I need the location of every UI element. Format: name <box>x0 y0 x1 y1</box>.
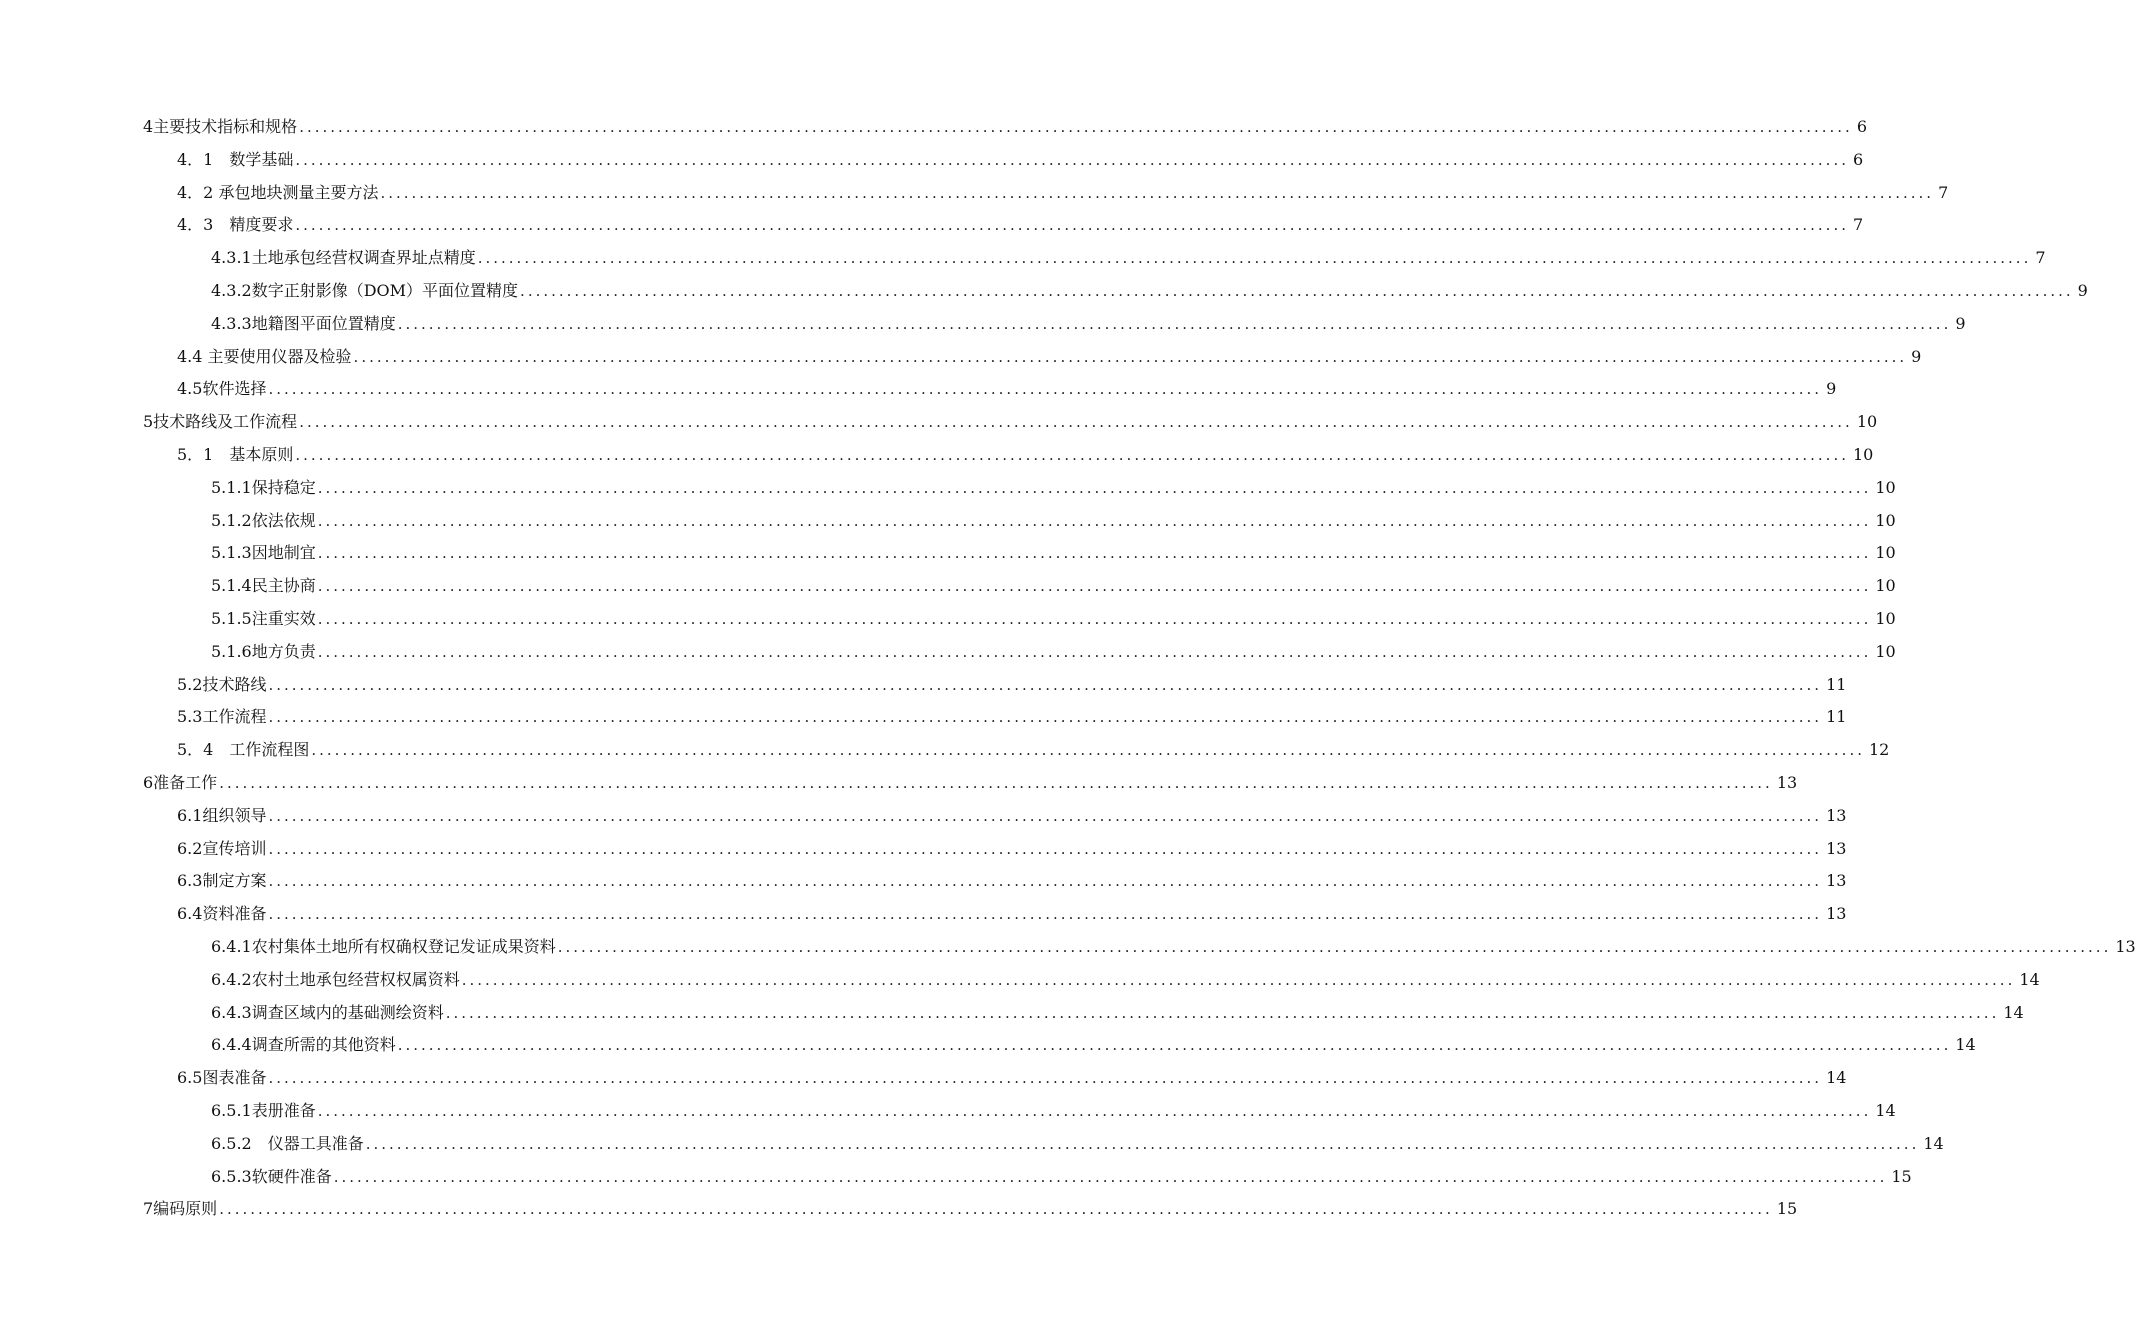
toc-entry-title: 5．1 基本原则 <box>177 445 294 464</box>
toc-entry-title: 6.3制定方案 <box>177 871 267 890</box>
toc-entry[interactable] <box>177 178 1949 208</box>
toc-leader-dots: ........................................................................................................................................................................................................ <box>295 446 1849 464</box>
toc-leader-dots: ........................................................................................................................................................................................................ <box>317 577 1872 595</box>
toc-leader-dots: ........................................................................................................................................................................................................ <box>317 643 1872 661</box>
toc-entry-page-number: 7 <box>2035 248 2046 267</box>
toc-entry[interactable] <box>211 637 1896 667</box>
toc-entry-page-number: 12 <box>1869 740 1890 759</box>
toc-entry-page-number: 10 <box>1856 412 1878 431</box>
toc-entry[interactable] <box>211 965 2040 995</box>
toc-entry[interactable] <box>211 506 1896 536</box>
toc-entry-title: 5.1.1保持稳定 <box>211 478 316 497</box>
toc-entry[interactable] <box>143 768 1798 798</box>
toc-entry[interactable] <box>177 834 1847 864</box>
toc-leader-dots: ........................................................................................................................................................................................................ <box>477 249 2032 267</box>
toc-entry-page-number: 10 <box>1875 609 1896 628</box>
toc-entry-title: 5.1.6地方负责 <box>211 642 316 661</box>
toc-entry-title: 4．1 数学基础 <box>177 150 294 169</box>
toc-entry-page-number: 13 <box>2115 937 2136 956</box>
toc-entry-page-number: 9 <box>1826 379 1837 398</box>
toc-entry-title: 6.2宣传培训 <box>177 839 267 858</box>
toc-leader-dots: ........................................................................................................................................................................................................ <box>268 676 1823 694</box>
toc-entry-page-number: 15 <box>1891 1167 1912 1186</box>
toc-leader-dots: ........................................................................................................................................................................................................ <box>365 1135 1920 1153</box>
toc-entry-title: 6.4.1农村集体土地所有权确权登记发证成果资料 <box>211 937 556 956</box>
toc-leader-dots: ........................................................................................................................................................................................................ <box>268 708 1823 726</box>
toc-entry-page-number: 6 <box>1853 150 1864 169</box>
toc-entry-page-number: 6 <box>1856 117 1867 136</box>
toc-entry[interactable] <box>177 670 1847 700</box>
toc-leader-dots: ........................................................................................................................................................................................................ <box>333 1168 1888 1186</box>
toc-entry-page-number: 13 <box>1826 839 1847 858</box>
toc-leader-dots: ........................................................................................................................................................................................................ <box>268 380 1823 398</box>
toc-leader-dots: ........................................................................................................................................................................................................ <box>520 282 2074 300</box>
toc-entry-page-number: 15 <box>1776 1199 1798 1218</box>
toc-entry-page-number: 7 <box>1938 183 1949 202</box>
toc-entry-page-number: 10 <box>1875 478 1896 497</box>
toc-entry[interactable] <box>211 1030 1976 1060</box>
toc-entry-title: 5技术路线及工作流程 <box>143 412 298 431</box>
toc-entry[interactable] <box>211 538 1896 568</box>
toc-entry[interactable] <box>211 571 1896 601</box>
toc-entry-page-number: 14 <box>2019 970 2040 989</box>
toc-entry[interactable] <box>177 145 1864 175</box>
toc-entry[interactable] <box>211 998 2024 1028</box>
toc-entry[interactable] <box>143 407 1878 437</box>
toc-entry-page-number: 14 <box>1826 1068 1847 1087</box>
toc-entry-title: 5.1.5注重实效 <box>211 609 316 628</box>
toc-entry-title: 6.5.3软硬件准备 <box>211 1167 332 1186</box>
toc-entry-title: 6.4.4调查所需的其他资料 <box>211 1035 396 1054</box>
toc-entry-page-number: 11 <box>1826 675 1847 694</box>
toc-entry-page-number: 14 <box>2003 1003 2024 1022</box>
toc-entry[interactable] <box>211 243 2046 273</box>
toc-entry[interactable] <box>177 210 1864 240</box>
toc-entry-title: 4.3.2数字正射影像（DOM）平面位置精度 <box>211 281 519 300</box>
toc-leader-dots: ........................................................................................................................................................................................................ <box>397 315 1952 333</box>
toc-leader-dots: ........................................................................................................................................................................................................ <box>397 1036 1952 1054</box>
toc-entry[interactable] <box>211 1162 1912 1192</box>
toc-leader-dots: ........................................................................................................................................................................................................ <box>268 840 1823 858</box>
toc-leader-dots: ........................................................................................................................................................................................................ <box>219 1200 1773 1218</box>
toc-entry-page-number: 7 <box>1853 215 1864 234</box>
toc-leader-dots: ........................................................................................................................................................................................................ <box>268 807 1823 825</box>
toc-entry-page-number: 9 <box>1955 314 1966 333</box>
toc-entry-page-number: 11 <box>1826 707 1847 726</box>
toc-entry-page-number: 10 <box>1875 642 1896 661</box>
toc-entry-title: 4.5软件选择 <box>177 379 267 398</box>
toc-entry-page-number: 13 <box>1776 773 1798 792</box>
toc-entry[interactable] <box>177 1063 1847 1093</box>
toc-leader-dots: ........................................................................................................................................................................................................ <box>557 938 2112 956</box>
toc-entry-title: 5．4 工作流程图 <box>177 740 310 759</box>
toc-entry[interactable] <box>211 276 2088 306</box>
toc-leader-dots: ........................................................................................................................................................................................................ <box>311 741 1865 759</box>
toc-entry[interactable] <box>211 932 2136 962</box>
toc-entry-title: 4．3 精度要求 <box>177 215 294 234</box>
toc-leader-dots: ........................................................................................................................................................................................................ <box>219 774 1773 792</box>
toc-entry[interactable] <box>211 309 1966 339</box>
toc-entry-title: 4．2 承包地块测量主要方法 <box>177 183 379 202</box>
toc-entry[interactable] <box>177 440 1874 470</box>
toc-entry-page-number: 13 <box>1826 806 1847 825</box>
toc-entry[interactable] <box>211 1129 1944 1159</box>
toc-leader-dots: ........................................................................................................................................................................................................ <box>268 1069 1823 1087</box>
toc-entry-title: 6.5.1表册准备 <box>211 1101 316 1120</box>
toc-leader-dots: ........................................................................................................................................................................................................ <box>299 413 1853 431</box>
toc-entry[interactable] <box>211 1096 1896 1126</box>
toc-entry-page-number: 14 <box>1875 1101 1896 1120</box>
toc-entry-title: 6.4资料准备 <box>177 904 267 923</box>
toc-entry-title: 5.1.4民主协商 <box>211 576 316 595</box>
toc-entry-page-number: 14 <box>1955 1035 1976 1054</box>
toc-leader-dots: ........................................................................................................................................................................................................ <box>461 971 2016 989</box>
toc-entry-title: 5.1.3因地制宜 <box>211 543 316 562</box>
toc-entry-title: 6.5图表准备 <box>177 1068 267 1087</box>
toc-entry[interactable] <box>177 374 1837 404</box>
toc-leader-dots: ........................................................................................................................................................................................................ <box>299 118 1853 136</box>
toc-leader-dots: ........................................................................................................................................................................................................ <box>268 905 1823 923</box>
toc-entry[interactable] <box>177 801 1847 831</box>
toc-entry-title: 4.3.3地籍图平面位置精度 <box>211 314 396 333</box>
toc-entry-page-number: 10 <box>1875 511 1896 530</box>
toc-entry-title: 7编码原则 <box>143 1199 218 1218</box>
toc-entry-title: 4主要技术指标和规格 <box>143 117 298 136</box>
toc-entry-title: 6.5.2 仪器工具准备 <box>211 1134 364 1153</box>
toc-entry[interactable] <box>143 112 1867 142</box>
toc-leader-dots: ........................................................................................................................................................................................................ <box>268 872 1823 890</box>
toc-entry-page-number: 14 <box>1923 1134 1944 1153</box>
toc-entry[interactable] <box>177 735 1890 765</box>
toc-entry-title: 6.1组织领导 <box>177 806 267 825</box>
toc-entry-page-number: 13 <box>1826 871 1847 890</box>
toc-leader-dots: ........................................................................................................................................................................................................ <box>295 151 1849 169</box>
toc-entry-page-number: 9 <box>1911 347 1922 366</box>
toc-entry[interactable] <box>177 342 1922 372</box>
toc-entry[interactable] <box>177 702 1847 732</box>
toc-leader-dots: ........................................................................................................................................................................................................ <box>317 544 1872 562</box>
toc-entry-title: 5.2技术路线 <box>177 675 267 694</box>
toc-entry[interactable] <box>177 866 1847 896</box>
toc-entry[interactable] <box>177 899 1847 929</box>
toc-entry-title: 4.3.1土地承包经营权调查界址点精度 <box>211 248 476 267</box>
toc-entry[interactable] <box>211 604 1896 634</box>
toc-entry[interactable] <box>211 473 1896 503</box>
toc-entry-title: 6.4.3调查区域内的基础测绘资料 <box>211 1003 444 1022</box>
toc-entry-page-number: 13 <box>1826 904 1847 923</box>
toc-leader-dots: ........................................................................................................................................................................................................ <box>353 348 1908 366</box>
toc-leader-dots: ........................................................................................................................................................................................................ <box>317 479 1872 497</box>
toc-entry-title: 4.4 主要使用仪器及检验 <box>177 347 352 366</box>
toc-entry-page-number: 10 <box>1853 445 1874 464</box>
toc-entry-title: 6准备工作 <box>143 773 218 792</box>
toc-entry-page-number: 10 <box>1875 576 1896 595</box>
toc-entry-page-number: 9 <box>2077 281 2088 300</box>
toc-leader-dots: ........................................................................................................................................................................................................ <box>380 184 1935 202</box>
toc-entry-title: 6.4.2农村土地承包经营权权属资料 <box>211 970 460 989</box>
toc-entry-page-number: 10 <box>1875 543 1896 562</box>
toc-leader-dots: ........................................................................................................................................................................................................ <box>295 216 1849 234</box>
toc-entry[interactable] <box>143 1194 1798 1224</box>
toc-leader-dots: ........................................................................................................................................................................................................ <box>317 610 1872 628</box>
toc-leader-dots: ........................................................................................................................................................................................................ <box>317 512 1872 530</box>
toc-leader-dots: ........................................................................................................................................................................................................ <box>317 1102 1872 1120</box>
toc-entry-title: 5.1.2依法依规 <box>211 511 316 530</box>
toc-leader-dots: ........................................................................................................................................................................................................ <box>445 1004 2000 1022</box>
toc-entry-title: 5.3工作流程 <box>177 707 267 726</box>
